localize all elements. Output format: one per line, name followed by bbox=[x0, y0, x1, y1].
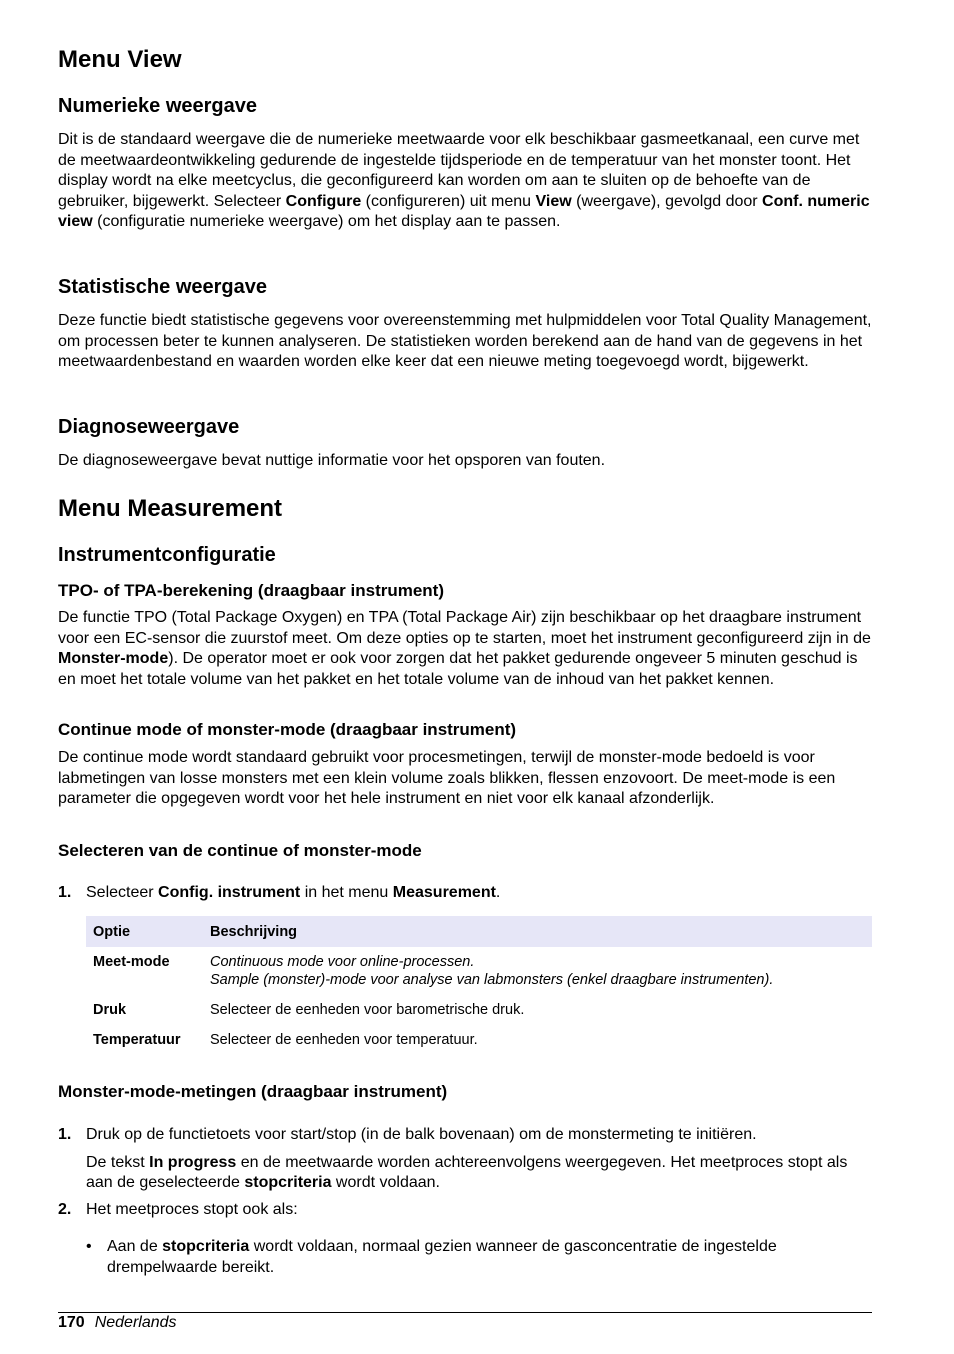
heading-selecteren-mode: Selecteren van de continue of monster-mode bbox=[58, 841, 422, 860]
step-text: Druk op de functietoets voor start/stop (in de balk bovenaan) om de monstermeting te initiëren. bbox=[86, 1126, 757, 1143]
heading-instrumentconfiguratie: Instrumentconfiguratie bbox=[58, 544, 276, 566]
paragraph-tpo-tpa: De functie TPO (Total Package Oxygen) en TPA (Total Package Air) zijn beschikbaar op het draagbare instrument voor een EC-sensor die zuurstof meet. Om deze opties op te starten, moet het instrument geconfigureerd zijn in de Monster-mode). De operator moet er ook voor zorgen dat het pakket gedurende ongeveer 5 minuten geschud is en moet het totale volume van het pakket en het totale volume van de inhoud van het pakket kennen. bbox=[58, 609, 871, 688]
page-footer bbox=[58, 1313, 177, 1333]
section-title-menu-view: Menu View bbox=[58, 46, 182, 73]
heading-statistische-weergave: Statistische weergave bbox=[58, 276, 267, 298]
table-row bbox=[86, 1025, 872, 1055]
option-description: Selecteer de eenheden voor temperatuur. bbox=[210, 1032, 478, 1048]
heading-monster-mode-metingen: Monster-mode-metingen (draagbaar instrument) bbox=[58, 1082, 448, 1101]
paragraph-diagnoseweergave: De diagnoseweergave bevat nuttige informatie voor het opsporen van fouten. bbox=[58, 452, 606, 469]
table-row bbox=[86, 947, 872, 995]
page-number: 170 bbox=[58, 1314, 85, 1331]
footer-divider bbox=[58, 1312, 872, 1313]
paragraph-statistische-weergave: Deze functie biedt statistische gegevens voor overeenstemming met hulpmiddelen voor Total Quality Management, om processen beter te kunnen analyseren. De statistieken worden berekend aan de hand van de gegevens in het meetwaardenbestand en waarden worden elke keer dat een nieuwe meting toegevoegd wordt, bijgewerkt. bbox=[58, 312, 872, 370]
options-table bbox=[86, 916, 872, 1055]
paragraph-continue-mode: De continue mode wordt standaard gebruikt voor procesmetingen, terwijl de monster-mode bedoeld is voor labmetingen van losse monsters met een klein volume zoals blikken, flessen enzovoort. De meet-mode is een parameter die opgegeven wordt voor het hele instrument en niet voor elk kanaal afzonderlijk. bbox=[58, 749, 836, 807]
column-header-beschrijving: Beschrijving bbox=[203, 916, 872, 947]
table-header-row bbox=[86, 916, 872, 947]
heading-continue-mode: Continue mode of monster-mode (draagbaar instrument) bbox=[58, 720, 517, 739]
step-1-start-stop: 1. Druk op de functietoets voor start/stop (in de balk bovenaan) om de monstermeting te initiëren. De tekst In progress en de meetwaarde worden achtereenvolgens weergegeven. Het meetproces stopt als aan de geselecteerde stopcriteria wordt voldaan. bbox=[58, 1125, 872, 1194]
step-text: Het meetproces stopt ook als: bbox=[86, 1201, 298, 1218]
option-name: Meet-mode bbox=[93, 954, 170, 970]
heading-tpo-tpa: TPO- of TPA-berekening (draagbaar instrument) bbox=[58, 581, 445, 600]
option-name: Temperatuur bbox=[93, 1032, 181, 1048]
heading-numerieke-weergave: Numerieke weergave bbox=[58, 95, 258, 117]
bullet-text: Aan de stopcriteria wordt voldaan, normaal gezien wanneer de gasconcentratie de ingestelde drempelwaarde bereikt. bbox=[107, 1238, 777, 1276]
section-title-menu-measurement: Menu Measurement bbox=[58, 495, 283, 522]
step-2-meetproces-stopt: 2. Het meetproces stopt ook als: bbox=[58, 1200, 872, 1221]
step-result-text: De tekst In progress en de meetwaarde worden achtereenvolgens weergegeven. Het meetproces stopt als aan de geselecteerde stopcriteria wordt voldaan. bbox=[86, 1153, 848, 1191]
option-name: Druk bbox=[93, 1002, 127, 1018]
heading-diagnoseweergave: Diagnoseweergave bbox=[58, 416, 240, 438]
bullet-dot: • bbox=[86, 1238, 92, 1255]
table-row bbox=[86, 995, 872, 1025]
paragraph-numerieke-weergave: Dit is de standaard weergave die de numerieke meetwaarde voor elk beschikbaar gasmeetkanaal, een curve met de meetwaardeontwikkeling gedurende de ingestelde tijdsperiode en de temperatuur van het monster toont. Het display wordt na elke meetcyclus, die geconfigureerd kan worden om aan te sluiten op de behoefte van de gebruiker, bijgewerkt. Selecteer Configure (configureren) uit menu View (weergave), gevolgd door Conf. numeric view (configuratie numerieke weergave) om het display aan te passen. bbox=[58, 131, 870, 230]
step-text: Selecteer Config. instrument in het menu Measurement. bbox=[86, 884, 501, 901]
option-description: Continuous mode voor online-processen. Sample (monster)-mode voor analyse van labmonsters (enkel draagbare instrumenten). bbox=[210, 954, 774, 988]
bullet-stopcriteria bbox=[86, 1237, 872, 1278]
option-description: Selecteer de eenheden voor barometrische druk. bbox=[210, 1002, 525, 1018]
step-1-selecteer-config: 1. Selecteer Config. instrument in het menu Measurement. bbox=[58, 883, 872, 904]
footer-language: Nederlands bbox=[94, 1314, 177, 1331]
column-header-optie: Optie bbox=[86, 916, 203, 947]
